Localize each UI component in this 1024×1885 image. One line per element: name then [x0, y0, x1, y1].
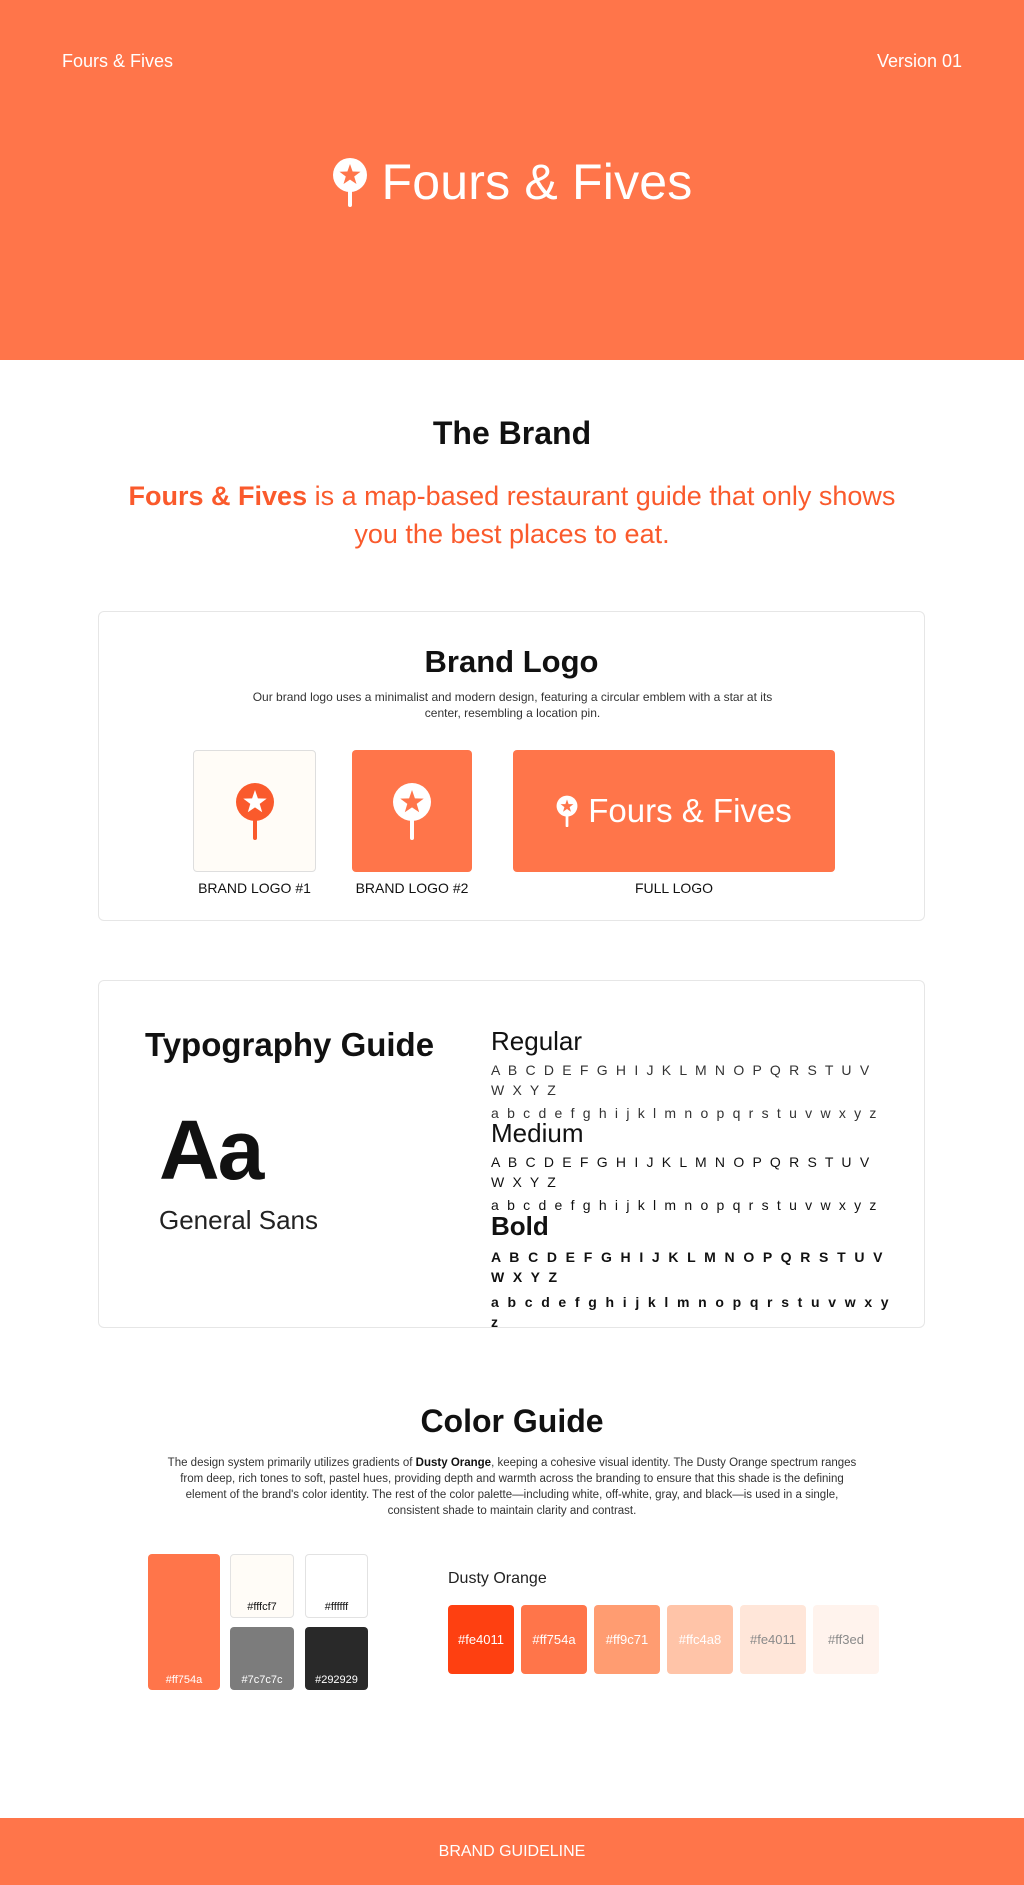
hero-banner — [0, 0, 1024, 360]
weight-title: Bold — [491, 1211, 549, 1241]
dusty-orange-swatch — [448, 1605, 514, 1674]
dusty-orange-swatch — [594, 1605, 660, 1674]
swatch-hex: #fe4011 — [457, 1632, 505, 1647]
hero-brand-name: Fours & Fives — [62, 51, 174, 71]
color-swatch-white — [305, 1554, 368, 1618]
brand-logo-2-label: BRAND LOGO #2 — [355, 880, 469, 896]
brand-logo-card — [98, 611, 925, 921]
location-pin-star-icon — [392, 782, 432, 840]
swatch-hex: #ff754a — [165, 1674, 203, 1686]
swatch-hex: #7c7c7c — [241, 1674, 283, 1686]
location-pin-star-icon — [556, 795, 578, 827]
weight-title: Medium — [491, 1118, 584, 1148]
footer-label: BRAND GUIDELINE — [438, 1842, 586, 1860]
typography-card — [98, 980, 925, 1328]
color-swatch-black — [305, 1627, 368, 1690]
brand-logo-1-tile — [193, 750, 316, 872]
alphabet-lower: a b c d e f g h i j k l m n o p q r s t u v w x y z — [491, 1105, 879, 1121]
dusty-orange-label: Dusty Orange — [448, 1570, 547, 1587]
brand-heading: The Brand — [432, 415, 592, 451]
color-swatch-primary — [148, 1554, 220, 1690]
full-logo-text: Fours & Fives — [588, 792, 792, 829]
location-pin-star-icon — [332, 157, 368, 207]
brand-logo-description: Our brand logo uses a minimalist and modern design, featuring a circular emblem with a star at its center, resembling a location pin. — [252, 690, 773, 720]
alphabet-lower: a b c d e f g h i j k l m n o p q r s t u v w x y z — [491, 1294, 891, 1330]
color-swatch-offwhite — [230, 1554, 294, 1618]
dusty-orange-swatch — [813, 1605, 879, 1674]
color-desc-part: , keeping a cohesive visual identity. The Dusty Orange spectrum ranges from deep, rich tones to soft, pastel hues, providing depth and warmth across the branding to ensure that this shade is the defining element of the brand's color identity. The rest of the color palette—including white, off-white, gray, and black—is used in a single, consistent shade to maintain clarity and contrast. — [180, 1457, 857, 1517]
color-guide-heading: Color Guide — [420, 1403, 604, 1439]
typography-heading: Typography Guide — [145, 1026, 435, 1063]
dusty-orange-swatch — [521, 1605, 587, 1674]
hero-logo — [0, 150, 1024, 214]
swatch-hex: #fe4011 — [749, 1632, 797, 1647]
alphabet-upper: A B C D E F G H I J K L M N O P Q R S T U V W X Y Z — [491, 1249, 885, 1285]
font-sample: Aa — [159, 1103, 263, 1197]
alphabet-upper: A B C D E F G H I J K L M N O P Q R S T U V W X Y Z — [491, 1154, 872, 1190]
swatch-hex: #ff754a — [532, 1632, 576, 1647]
hero-version: Version 01 — [876, 51, 962, 71]
footer-bar — [0, 1818, 1024, 1885]
weight-title: Regular — [491, 1026, 583, 1056]
brand-logo-heading: Brand Logo — [424, 644, 599, 679]
brand-logo-1-label: BRAND LOGO #1 — [198, 880, 311, 896]
brand-statement-text: is a map-based restaurant guide that only shows you the best places to eat. — [307, 481, 896, 549]
dusty-orange-swatch — [667, 1605, 733, 1674]
color-desc-emphasis: Dusty Orange — [415, 1457, 492, 1469]
weight-regular — [491, 1025, 891, 1123]
brand-logo-2-tile — [352, 750, 472, 872]
full-logo-label: FULL LOGO — [634, 880, 714, 896]
brand-statement-emphasis: Fours & Fives — [128, 481, 308, 511]
swatch-hex: #ff9c71 — [605, 1632, 649, 1647]
font-name: General Sans — [159, 1205, 318, 1235]
swatch-hex: #ff3ed — [828, 1632, 864, 1647]
dusty-orange-swatch — [740, 1605, 806, 1674]
alphabet-lower: a b c d e f g h i j k l m n o p q r s t u v w x y z — [491, 1197, 879, 1213]
swatch-hex: #292929 — [315, 1674, 358, 1686]
weight-medium — [491, 1117, 891, 1215]
swatch-hex: #ffffff — [324, 1601, 349, 1613]
swatch-hex: #fffcf7 — [247, 1601, 277, 1613]
color-swatch-gray — [230, 1627, 294, 1690]
swatch-hex: #ffc4a8 — [678, 1632, 722, 1647]
location-pin-star-icon — [235, 782, 275, 840]
color-desc-part: The design system primarily utilizes gradients of — [167, 1457, 416, 1469]
brand-statement — [112, 477, 912, 553]
color-guide-description — [160, 1455, 864, 1519]
weight-bold — [491, 1210, 891, 1332]
alphabet-upper: A B C D E F G H I J K L M N O P Q R S T U V W X Y Z — [491, 1062, 872, 1098]
hero-logo-title: Fours & Fives — [381, 154, 693, 210]
full-logo-tile — [513, 750, 835, 872]
